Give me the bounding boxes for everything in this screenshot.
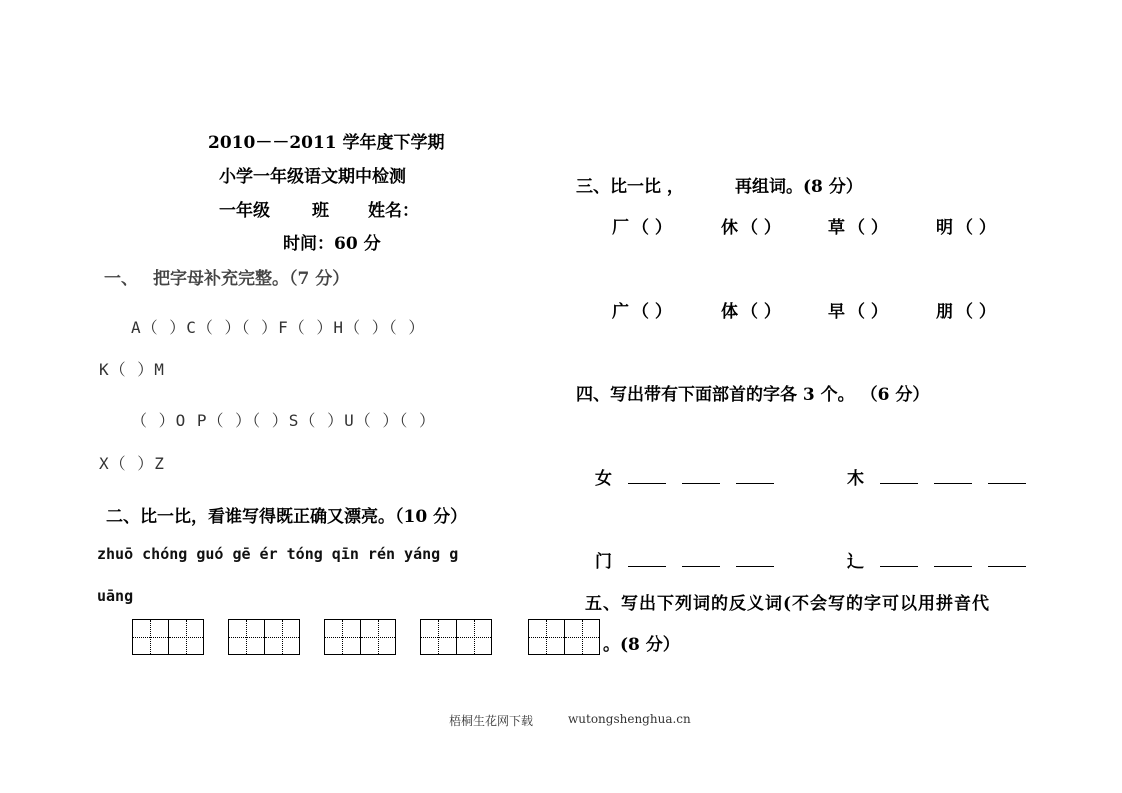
footer-site-name: 梧桐生花网下载 [449,714,534,728]
answer-blank[interactable] [934,552,972,567]
radical: 门 [595,552,612,572]
radical-row-mu [847,464,1026,489]
grid-cell[interactable] [529,620,564,654]
answer-blank[interactable] [880,552,918,567]
answer-blank[interactable] [682,552,720,567]
compare-char: 草 [828,218,845,238]
section5-title-line2: 。(8 分） [603,635,680,655]
grid-cell[interactable] [360,620,396,654]
answer-paren[interactable]: （ ） [956,218,996,238]
alphabet-row-1: A（ ）C（ ）（ ）F（ ）H（ ）（ ） [131,318,426,337]
section1-title: 把字母补充完整。（7 分） [153,269,350,289]
answer-blank[interactable] [628,469,666,484]
compare-char: 明 [936,218,953,238]
answer-blank[interactable] [934,469,972,484]
radical-row-men [595,547,774,572]
answer-paren[interactable]: （ ） [632,302,672,322]
alphabet-row-3: （ ）O P（ ）（ ）S（ ）U（ ）（ ） [131,411,436,430]
section2-title: 二、比一比，看谁写得既正确又漂亮。（10 分） [106,507,468,527]
writing-grid-5[interactable] [528,619,600,655]
radical-row-nu [595,464,774,489]
class-label: 班 [312,201,329,221]
section5-title-line1: 五、写出下列词的反义词(不会写的字可以用拼音代 [585,594,991,614]
footer-site-url[interactable]: wutongshenghua.cn [568,712,691,726]
answer-paren[interactable]: （ ） [848,218,888,238]
grid-cell[interactable] [325,620,360,654]
writing-grid-3[interactable] [324,619,396,655]
grid-cell[interactable] [456,620,492,654]
exam-year-title: 2010－－2011 学年度下学期 [208,133,445,153]
answer-paren[interactable]: （ ） [848,302,888,322]
pinyin-line-2: uāng [97,587,134,605]
answer-blank[interactable] [736,469,774,484]
section1-number: 一、 [104,269,138,289]
compare-char: 厂 [612,218,629,238]
writing-grid-1[interactable] [132,619,204,655]
compare-char: 早 [828,302,845,322]
answer-blank[interactable] [628,552,666,567]
writing-grid-4[interactable] [420,619,492,655]
compare-char: 广 [612,302,629,322]
writing-grid-2[interactable] [228,619,300,655]
answer-blank[interactable] [988,469,1026,484]
answer-blank[interactable] [988,552,1026,567]
grid-cell[interactable] [264,620,300,654]
grid-cell[interactable] [564,620,600,654]
exam-subject-title: 小学一年级语文期中检测 [219,167,406,187]
radical: 木 [847,469,864,489]
grid-cell[interactable] [133,620,168,654]
answer-paren[interactable]: （ ） [741,218,781,238]
time-label: 时间：60 分 [283,234,381,254]
alphabet-row-4: X（ ）Z [99,454,165,473]
answer-paren[interactable]: （ ） [632,218,672,238]
grid-cell[interactable] [168,620,204,654]
grid-cell[interactable] [421,620,456,654]
compare-char: 体 [721,302,738,322]
answer-paren[interactable]: （ ） [956,302,996,322]
grade-label: 一年级 [219,201,270,221]
radical: 辶 [847,552,864,572]
radical-row-chuo [847,547,1026,572]
section3-title-part1: 三、比一比 ， [576,177,684,197]
grid-cell[interactable] [229,620,264,654]
answer-blank[interactable] [880,469,918,484]
compare-char: 休 [721,218,738,238]
answer-paren[interactable]: （ ） [741,302,781,322]
section4-title: 四、写出带有下面部首的字各 3 个。 （6 分） [576,385,930,405]
answer-blank[interactable] [682,469,720,484]
answer-blank[interactable] [736,552,774,567]
radical: 女 [595,469,612,489]
pinyin-line-1: zhuō chóng guó gē ér tóng qīn rén yáng g [97,545,459,563]
alphabet-row-2: K（ ）M [99,360,165,379]
compare-char: 朋 [936,302,953,322]
name-label: 姓名： [368,201,419,221]
section3-title-part2: 再组词。(8 分） [735,177,863,197]
